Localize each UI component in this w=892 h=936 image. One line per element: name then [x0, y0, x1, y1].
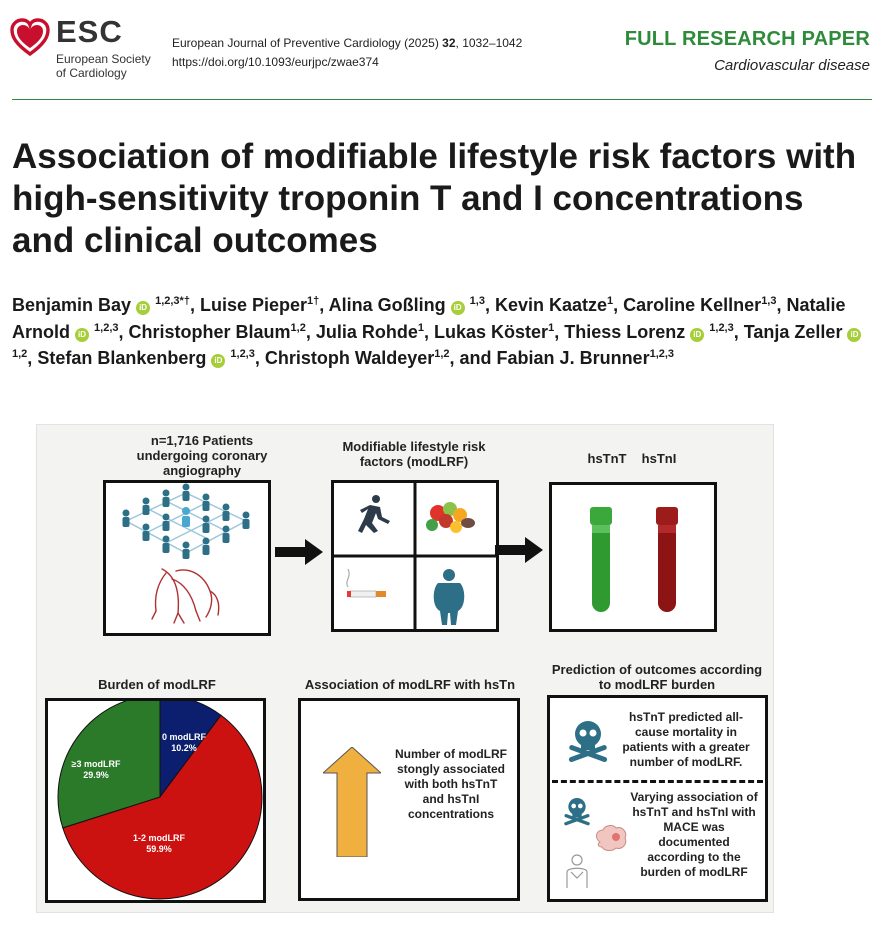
- chest-pain-icon: [562, 854, 592, 890]
- association-box: [298, 698, 520, 901]
- pie-value-0: 10.2%: [171, 743, 197, 753]
- association-label: Association of modLRF with hsTn: [304, 677, 516, 692]
- red-tube-icon: [656, 507, 678, 612]
- author-name: Julia Rohde: [315, 321, 418, 342]
- author: [129, 322, 306, 342]
- burden-pie-chart: [48, 701, 263, 900]
- runner-icon: [358, 495, 390, 533]
- modlrf-box: [331, 480, 499, 632]
- author-affiliation: 1,2,3*†: [155, 295, 190, 307]
- prediction-divider: [552, 780, 763, 783]
- cigarette-icon: [347, 569, 386, 597]
- prediction-label: Prediction of outcomes according to modLRF burden: [551, 662, 763, 692]
- paper-title: Association of modifiable lifestyle risk factors with high-sensitivity troponin T and I concentrations and clinical outcomes: [12, 137, 857, 260]
- arrow-right-icon: [495, 537, 543, 563]
- author-affiliation: 1,2: [434, 348, 450, 360]
- author-list: Benjamin Bay iD $^{1,2,3*\dagger}$, Luise Pieper$^{1\dagger}$, Alina Goßling iD $^{1,3}$, Kevin Kaatze$^1$, Caroline Kellner$^{1,3}$, Natalie Arnold iD $^{1,2,3}$, Christopher Blaum$^{1,2}$, Julia Rohde$^1$, Lukas Köster$^1$, Thiess Lorenz iD $^{1,2,3}$, Tanja Zeller iD $^{1,2}$, Stefan Blankenberg iD $^{1,2,3}$, Christoph Waldeyer$^{1,2}$, and Fabian J. Brunner$^{1,2,3}$: [12, 292, 880, 372]
- obese-person-icon: [434, 569, 465, 625]
- journal-name: European Journal of Preventive Cardiology (2025): [172, 36, 443, 50]
- header-divider: [12, 99, 872, 100]
- author-affiliation: 1†: [307, 295, 320, 307]
- orcid-icon[interactable]: iD: [847, 328, 861, 342]
- paper-type: FULL RESEARCH PAPER: [624, 28, 870, 50]
- subject-category: Cardiovascular disease: [714, 57, 870, 74]
- pie-category-1: 1-2 modLRF: [132, 833, 185, 843]
- author-name: Tanja Zeller: [743, 321, 843, 342]
- journal-pages: , 1032–1042: [455, 36, 523, 50]
- orcid-icon[interactable]: iD: [75, 328, 89, 342]
- journal-citation: [172, 36, 522, 50]
- tube-label-hstnt: hsTnT: [587, 451, 627, 466]
- pie-label-0: [156, 732, 212, 754]
- pie-label-2: [68, 759, 124, 781]
- author: [564, 322, 734, 342]
- author-affiliation: 1,2,3: [94, 321, 119, 334]
- author-name: Stefan Blankenberg: [37, 348, 207, 368]
- burden-box: [45, 698, 266, 903]
- author-name: Christopher Blaum: [128, 321, 291, 342]
- prediction-box: [547, 695, 768, 902]
- author-name: Thiess Lorenz: [564, 321, 686, 342]
- burden-label: Burden of modLRF: [98, 677, 216, 692]
- pie-label-1: [128, 833, 190, 855]
- author-name: Lukas Köster: [434, 321, 549, 342]
- prediction-text-mortality: hsTnT predicted all-cause mortality in patients with a greater number of modLRF.: [622, 710, 750, 769]
- modlrf-quadrants: [334, 483, 496, 629]
- author-name: Alina Goßling: [328, 295, 446, 315]
- society-line-2: of Cardiology: [56, 66, 127, 80]
- esc-logo-text: ESC: [56, 14, 123, 49]
- author-name: Natalie Arnold: [12, 295, 846, 342]
- people-network-icon: [106, 483, 268, 633]
- author-affiliation: 1,2: [12, 348, 28, 360]
- author-affiliation: 1,2,3: [649, 348, 675, 360]
- skull-crossbones-icon: [566, 718, 610, 766]
- author-affiliation: 1: [548, 321, 555, 334]
- skull-crossbones-icon: [562, 796, 592, 828]
- modlrf-label: Modifiable lifestyle risk factors (modLRF): [342, 439, 486, 469]
- pie-value-1: 59.9%: [146, 844, 172, 854]
- arrow-up-icon: [323, 747, 381, 857]
- arrow-right-icon: [275, 539, 323, 565]
- society-line-1: European Society: [56, 52, 151, 66]
- orcid-icon[interactable]: iD: [211, 354, 225, 368]
- author-affiliation: 1,3: [469, 295, 485, 307]
- author: [495, 295, 613, 315]
- society-name: [56, 52, 151, 80]
- author-name: Luise Pieper: [199, 295, 308, 315]
- author: [37, 348, 255, 368]
- orcid-icon[interactable]: iD: [136, 301, 150, 315]
- graphical-abstract: [36, 424, 774, 913]
- brain-icon: [594, 824, 628, 852]
- author-affiliation: 1: [417, 321, 424, 334]
- pie-value-2: 29.9%: [83, 770, 109, 780]
- green-tube-icon: [590, 507, 612, 612]
- author-name: Benjamin Bay: [12, 295, 132, 315]
- tubes-drawing: [552, 485, 714, 629]
- tube-label-hstni: hsTnI: [641, 451, 677, 466]
- prediction-text-mace: Varying association of hsTnT and hsTnI with MACE was documented according to the burden of modLRF: [630, 790, 758, 879]
- patients-label: n=1,716 Patients undergoing coronary angiography: [136, 433, 268, 478]
- esc-heart-logo-icon: [10, 18, 50, 58]
- troponin-tubes-box: [549, 482, 717, 632]
- author-name: Caroline Kellner: [623, 295, 762, 315]
- orcid-icon[interactable]: iD: [690, 328, 704, 342]
- author-affiliation: 1: [607, 295, 614, 307]
- orcid-icon[interactable]: iD: [451, 301, 465, 315]
- author: [497, 348, 675, 368]
- author: [265, 348, 450, 368]
- author-affiliation: 1,2,3: [709, 321, 734, 334]
- author: [623, 295, 776, 315]
- association-text: Number of modLRF stongly associated with both hsTnT and hsTnI concentrations: [395, 747, 507, 821]
- journal-volume: 32: [442, 36, 456, 50]
- author: [200, 295, 319, 315]
- patients-box: [103, 480, 271, 636]
- coronary-tree-icon: [152, 569, 219, 623]
- author: [316, 322, 424, 342]
- pie-category-0: 0 modLRF: [162, 732, 206, 742]
- pie-category-2: ≥3 modLRF: [71, 759, 121, 769]
- author: [329, 295, 485, 315]
- food-icon: [426, 502, 475, 533]
- author-affiliation: 1,3: [761, 295, 777, 307]
- author-affiliation: 1,2,3: [230, 348, 255, 360]
- author-affiliation: 1,2: [290, 321, 306, 334]
- author: [12, 295, 190, 315]
- author-name: Christoph Waldeyer: [264, 348, 435, 368]
- doi-link[interactable]: https://doi.org/10.1093/eurjpc/zwae374: [172, 55, 379, 69]
- author: [434, 322, 554, 342]
- author-name: Kevin Kaatze: [494, 295, 607, 315]
- author-name: Fabian J. Brunner: [496, 348, 650, 368]
